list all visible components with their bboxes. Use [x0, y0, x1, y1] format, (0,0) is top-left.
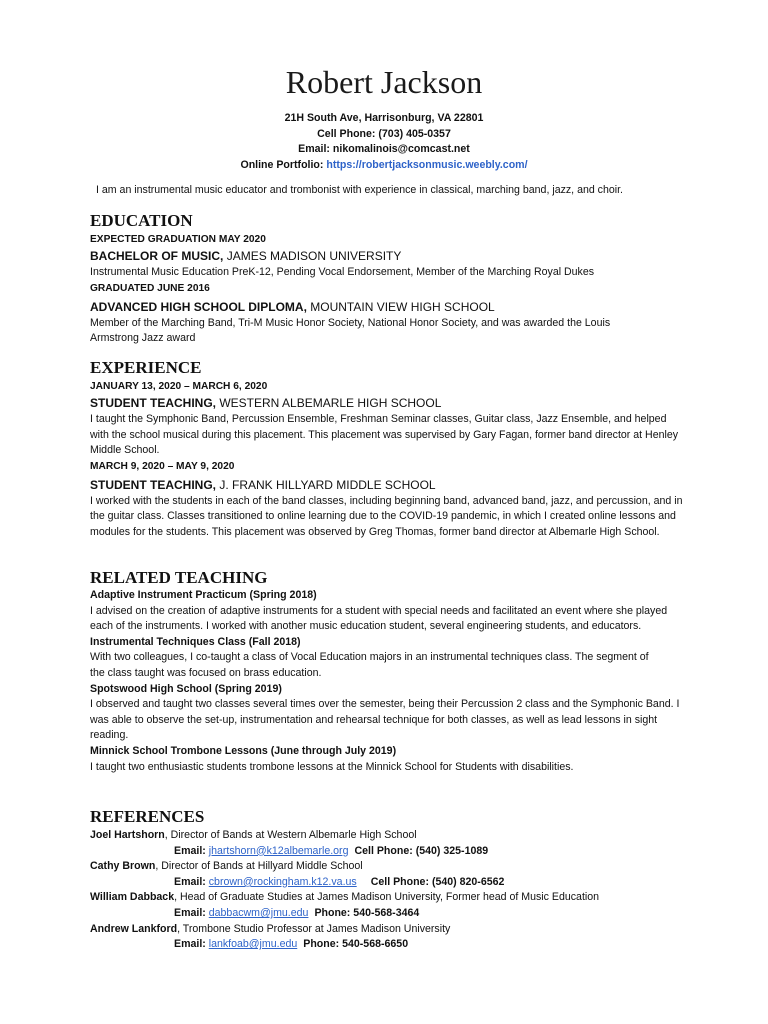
reference-role: , Trombone Studio Professor at James Madison University: [177, 922, 451, 935]
reference-email-label: Email:: [174, 844, 206, 857]
related-description: I taught two enthusiastic students trombone lessons at the Minnick School for Students with disabilities.: [90, 760, 574, 773]
phone-label: Cell Phone:: [317, 127, 376, 140]
reference-name: Joel Hartshorn: [90, 829, 165, 841]
references-section: [90, 828, 690, 953]
email-value: nikomalinois@comcast.net: [332, 143, 470, 155]
reference-name: Andrew Lankford: [90, 922, 178, 935]
related-description: I observed and taught two classes several times over the semester, being their Percussion 2 class and the Symphonic Band. I was able to observe the set-up, instrumentation and rehearsal technique for both classes, as well as lead lessons in sight reading.: [90, 698, 680, 742]
role-title: STUDENT TEACHING,: [90, 477, 216, 492]
summary-text: I am an instrumental music educator and trombonist with experience in classical, marching band, jazz, and choir.: [96, 184, 624, 196]
reference-phone-label: Cell Phone:: [370, 875, 429, 888]
reference-phone-label: Cell Phone:: [354, 844, 413, 857]
degree-school: JAMES MADISON UNIVERSITY: [226, 249, 402, 263]
related-heading: Spotswood High School (Spring 2019): [90, 682, 282, 695]
education-section: [90, 232, 690, 347]
reference-email-link[interactable]: cbrown@rockingham.k12.va.us: [208, 875, 357, 888]
reference-contact-line: [90, 937, 690, 953]
email-line: [0, 142, 768, 158]
reference-name-line: [90, 890, 690, 906]
experience-date: MARCH 9, 2020 – MAY 9, 2020: [90, 460, 235, 472]
education-degree: [90, 299, 690, 316]
role-school: WESTERN ALBEMARLE HIGH SCHOOL: [219, 396, 442, 410]
reference-role: , Head of Graduate Studies at James Madison University, Former head of Music Education: [174, 891, 600, 904]
role-title: STUDENT TEACHING,: [90, 396, 216, 410]
reference-phone: 540-568-3464: [353, 906, 420, 919]
address: 21H South Ave, Harrisonburg, VA 22801: [284, 112, 484, 124]
reference-name-line: [90, 922, 690, 938]
portfolio-line: [0, 158, 768, 174]
reference-name-line: [90, 859, 690, 875]
reference-email-link[interactable]: lankfoab@jmu.edu: [208, 938, 298, 951]
reference-phone: (540) 820-6562: [431, 875, 505, 888]
reference-email-label: Email:: [174, 906, 206, 919]
reference-contact-line: [90, 844, 690, 860]
reference-phone-label: Phone:: [314, 906, 351, 919]
education-degree: [90, 248, 690, 265]
reference-email-link[interactable]: dabbacwm@jmu.edu: [208, 906, 309, 919]
experience-section: [90, 379, 690, 541]
reference-phone-label: Phone:: [303, 938, 340, 951]
experience-date: JANUARY 13, 2020 – MARCH 6, 2020: [90, 381, 268, 392]
degree-title: BACHELOR OF MUSIC,: [90, 249, 224, 263]
experience-role: [90, 395, 690, 412]
reference-email-label: Email:: [174, 938, 206, 951]
education-heading: EDUCATION: [90, 211, 193, 230]
experience-role: [90, 477, 690, 494]
experience-description: I worked with the students in each of the band classes, including beginning band, advanced band, jazz, and percussion, and in the guitar class. Classes transitioned to online learning due to the COVID-19 pandemic, in which I created online lessons and modules for the students. This placement was observed by Greg Thomas, former band director at Albemarle High School.: [90, 494, 683, 538]
related-heading: Instrumental Techniques Class (Fall 2018): [90, 635, 301, 648]
related-description: I advised on the creation of adaptive instruments for a student with special needs and facilitated an event where she played each of the instruments. I worked with another music education student, several engineering students, and educators.: [90, 604, 668, 633]
education-description: Instrumental Music Education PreK-12, Pending Vocal Endorsement, Member of the Marching Royal Dukes: [90, 266, 595, 278]
related-teaching-section: [90, 588, 690, 775]
reference-email-link[interactable]: jhartshorn@k12albemarle.org: [208, 844, 349, 857]
reference-contact-line: [90, 875, 690, 891]
phone-line: [0, 127, 768, 143]
education-date: EXPECTED GRADUATION MAY 2020: [90, 234, 266, 245]
email-label: Email:: [298, 143, 330, 155]
reference-email-label: Email:: [174, 875, 206, 888]
reference-name: Cathy Brown: [90, 860, 156, 873]
reference-name-line: [90, 828, 690, 844]
resume-name: Robert Jackson: [285, 64, 483, 100]
related-heading: Minnick School Trombone Lessons (June through July 2019): [90, 744, 397, 757]
references-heading: REFERENCES: [90, 807, 205, 826]
portfolio-link[interactable]: https://robertjacksonmusic.weebly.com/: [326, 158, 528, 171]
education-date: GRADUATED JUNE 2016: [90, 282, 210, 294]
contact-info: [0, 111, 768, 173]
experience-heading: EXPERIENCE: [90, 358, 202, 377]
related-teaching-heading: RELATED TEACHING: [90, 568, 268, 587]
role-school: J. FRANK HILLYARD MIDDLE SCHOOL: [219, 477, 436, 492]
degree-school: MOUNTAIN VIEW HIGH SCHOOL: [310, 299, 495, 314]
related-heading: Adaptive Instrument Practicum (Spring 2018): [90, 589, 317, 601]
experience-description: I taught the Symphonic Band, Percussion Ensemble, Freshman Seminar classes, Guitar class, Jazz Ensemble, and helped with the school musical during this placement. This placement was supervised by Gary Fagan, former band director at Henley Middle School.: [90, 413, 679, 457]
education-description: Member of the Marching Band, Tri-M Music Honor Society, National Honor Society, and was awarded the Louis Armstrong Jazz award: [90, 316, 611, 345]
reference-role: , Director of Bands at Hillyard Middle School: [155, 860, 363, 873]
phone-value: (703) 405-0357: [378, 127, 451, 140]
reference-phone: (540) 325-1089: [415, 844, 489, 857]
reference-phone: 540-568-6650: [342, 938, 409, 951]
reference-contact-line: [90, 906, 690, 922]
degree-title: ADVANCED HIGH SCHOOL DIPLOMA,: [90, 299, 307, 314]
related-description: With two colleagues, I co-taught a class of Vocal Education majors in an instrumental techniques class. The segment of the class taught was focused on brass education.: [90, 651, 649, 679]
reference-name: William Dabback: [90, 891, 175, 904]
reference-role: , Director of Bands at Western Albemarle High School: [164, 829, 417, 841]
portfolio-label: Online Portfolio:: [240, 158, 324, 171]
